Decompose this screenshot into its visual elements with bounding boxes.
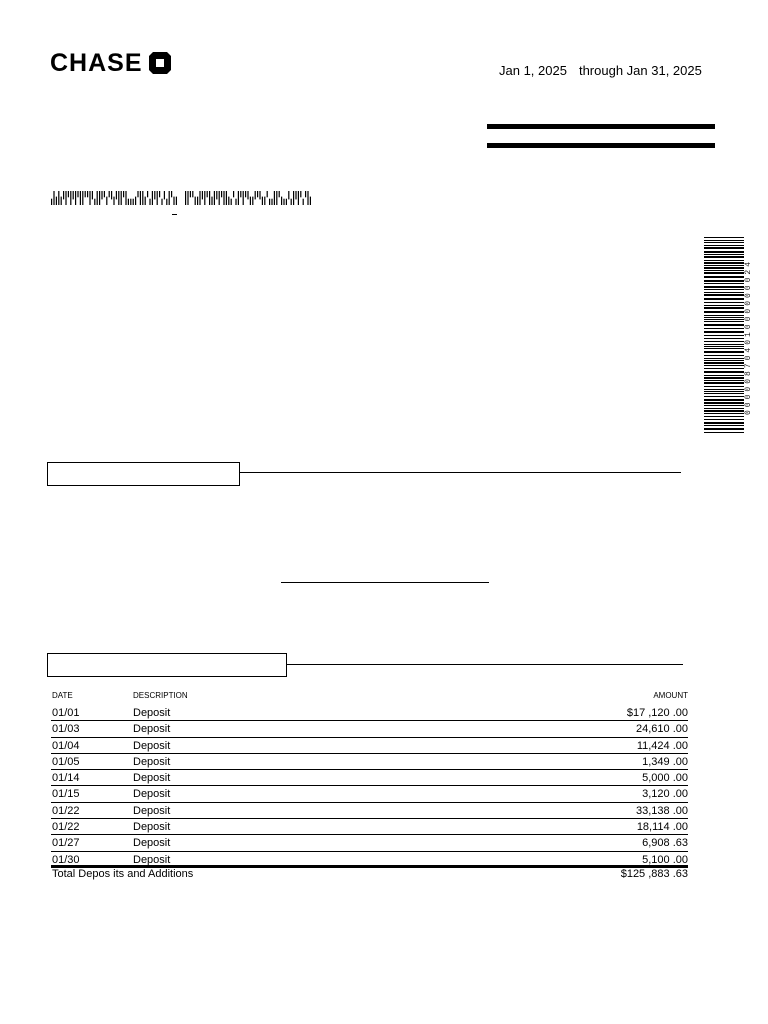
row-description: Deposit xyxy=(133,772,171,785)
row-amount: 24,610 .00 xyxy=(636,723,688,736)
section-heading-rule xyxy=(240,472,681,473)
table-header xyxy=(51,688,688,705)
table-row xyxy=(51,803,688,819)
deposits-heading-box xyxy=(47,653,287,677)
row-date: 01/22 xyxy=(52,804,80,817)
row-description: Deposit xyxy=(133,723,171,736)
table-row xyxy=(51,738,688,754)
total-row xyxy=(51,868,688,884)
table-body xyxy=(51,705,688,868)
row-date: 01/05 xyxy=(52,755,80,768)
row-date: 01/01 xyxy=(52,707,80,719)
table-row xyxy=(51,721,688,737)
table-row xyxy=(51,852,688,868)
table-row xyxy=(51,770,688,786)
row-amount: 1,349 .00 xyxy=(642,755,688,768)
row-description: Deposit xyxy=(133,739,171,752)
column-header-amount: AMOUNT xyxy=(653,691,688,700)
row-date: 01/04 xyxy=(52,739,80,752)
chase-octagon-icon xyxy=(148,51,172,75)
header-rule-top xyxy=(487,124,715,129)
chase-logo xyxy=(50,50,172,76)
header-rule-bottom xyxy=(487,143,715,148)
column-header-date: DATE xyxy=(52,691,73,700)
table-row xyxy=(51,819,688,835)
row-amount: 5,100 .00 xyxy=(642,853,688,866)
row-description: Deposit xyxy=(133,837,171,850)
deposits-heading-rule xyxy=(287,664,683,665)
table-row xyxy=(51,786,688,802)
row-description: Deposit xyxy=(133,821,171,834)
period-start: Jan 1, 2025 xyxy=(499,63,567,78)
postal-barcode-left xyxy=(51,191,179,205)
deposits-table xyxy=(51,688,688,884)
row-date: 01/03 xyxy=(52,723,80,736)
summary-divider xyxy=(281,582,489,583)
row-date: 01/14 xyxy=(52,772,80,785)
table-row xyxy=(51,705,688,721)
logo-wordmark: CHASE xyxy=(50,49,143,77)
row-amount: 18,114 .00 xyxy=(636,821,688,834)
row-date: 01/27 xyxy=(52,837,80,850)
statement-period xyxy=(499,63,702,78)
row-amount: 11,424 .00 xyxy=(636,739,688,752)
row-amount: 3,120 .00 xyxy=(642,788,688,801)
address-mark xyxy=(172,214,177,215)
row-amount: 33,138 .00 xyxy=(636,804,688,817)
period-end: through Jan 31, 2025 xyxy=(578,63,702,78)
total-label: Total Depos its and Additions xyxy=(52,867,194,880)
column-header-description: DESCRIPTION xyxy=(133,691,188,700)
table-row xyxy=(51,754,688,770)
total-amount: $125 ,883 .63 xyxy=(620,867,688,880)
row-date: 01/15 xyxy=(52,788,80,801)
row-date: 01/22 xyxy=(52,821,80,834)
row-amount: 5,000 .00 xyxy=(642,772,688,785)
row-amount: 6,908 .63 xyxy=(642,837,688,850)
section-heading-box xyxy=(47,462,240,486)
row-description: Deposit xyxy=(133,788,171,801)
side-barcode-digits: 00000870401000000024 xyxy=(744,259,753,416)
row-description: Deposit xyxy=(133,804,171,817)
postal-barcode-right xyxy=(185,191,312,205)
table-row xyxy=(51,835,688,851)
row-description: Deposit xyxy=(133,707,171,719)
row-description: Deposit xyxy=(133,755,171,768)
row-amount: $17 ,120 .00 xyxy=(626,707,688,719)
row-date: 01/30 xyxy=(52,853,80,866)
side-barcode xyxy=(704,237,744,437)
row-description: Deposit xyxy=(133,853,171,866)
